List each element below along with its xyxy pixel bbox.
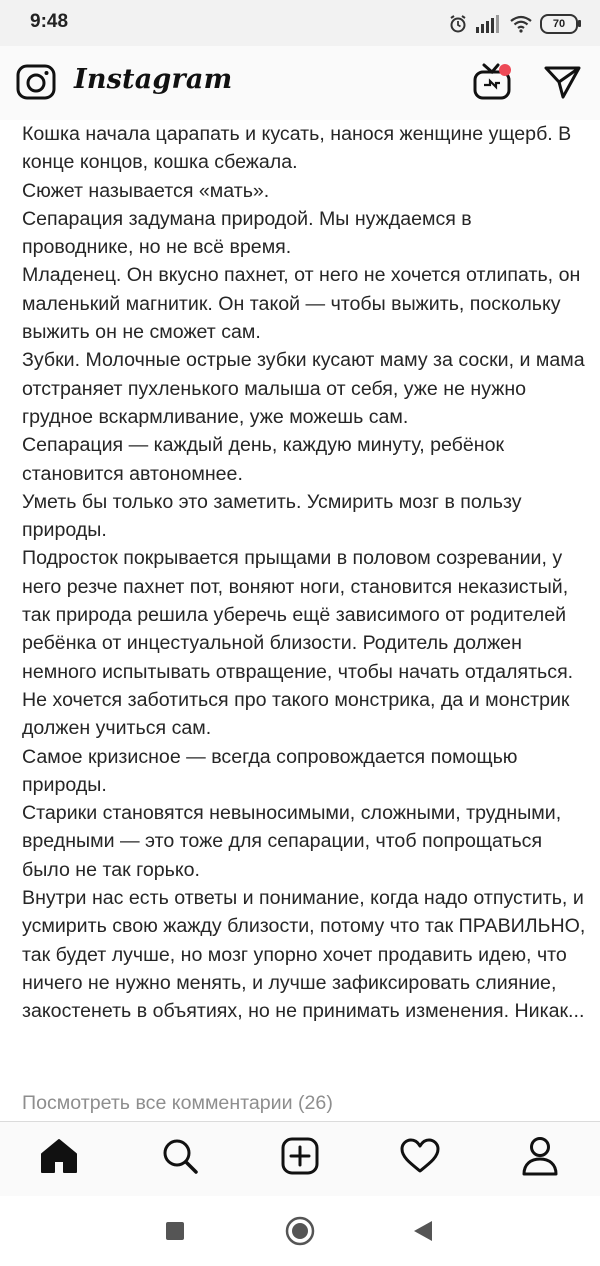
post-caption: [22, 120, 588, 1026]
activity-heart-icon: [400, 1138, 440, 1174]
app-header: [0, 46, 600, 120]
back-button[interactable]: [408, 1216, 438, 1246]
tab-bar: [0, 1121, 600, 1196]
recents-square-icon: [165, 1221, 185, 1241]
caption-paragraph: Кошка начала царапать и кусать, нанося женщине ущерб. В конце концов, кошка сбежала.: [22, 123, 572, 174]
tab-profile[interactable]: [518, 1134, 562, 1178]
battery-level: 70: [552, 18, 566, 30]
tab-activity[interactable]: [398, 1134, 442, 1178]
tab-search[interactable]: [158, 1134, 202, 1178]
android-nav-bar: [0, 1196, 600, 1266]
status-bar: [0, 0, 600, 46]
home-button[interactable]: [285, 1216, 315, 1246]
notification-dot: [499, 64, 511, 76]
home-icon: [40, 1138, 78, 1174]
status-time: 9:48: [30, 11, 69, 32]
tab-new-post[interactable]: [278, 1134, 322, 1178]
new-post-icon: [281, 1137, 319, 1175]
status-icons: [448, 12, 578, 36]
alarm-icon: [448, 14, 468, 34]
caption-paragraph: Старики становятся невыносимыми, сложными, трудными, вредными — это тоже для сепарации, чтоб попрощаться было не так горько.: [22, 802, 562, 881]
wifi-icon: [510, 15, 532, 33]
recents-button[interactable]: [160, 1216, 190, 1246]
back-triangle-icon: [412, 1219, 434, 1243]
profile-icon: [522, 1136, 558, 1176]
direct-message-icon[interactable]: [544, 64, 582, 100]
tab-home[interactable]: [37, 1134, 81, 1178]
caption-paragraph: Младенец. Он вкусно пахнет, от него не хочется отлипать, он маленький магнитик. Он такой — чтобы выжить, поскольку выжить он не сможет сам.: [22, 264, 581, 344]
home-circle-icon: [285, 1216, 315, 1246]
caption-paragraph: Уметь бы только это заметить. Усмирить мозг в пользу природы.: [22, 490, 522, 542]
instagram-logo: Instagram: [74, 64, 233, 95]
caption-paragraph: Сюжет называется «мать».: [22, 179, 270, 202]
view-all-comments-link[interactable]: Посмотреть все комментарии (26): [22, 1092, 333, 1114]
signal-icon: [476, 15, 502, 33]
camera-icon[interactable]: [16, 64, 56, 100]
caption-paragraph: Самое кризисное — всегда сопровождается помощью природы.: [22, 745, 518, 796]
caption-paragraph: Внутри нас есть ответы и понимание, когда надо отпустить, и усмирить свою жажду близости, потому что так ПРАВИЛЬНО, так будет лучше, но мозг упорно хочет продавить идею, что ничего не нужно менять, и лучше зафиксировать слияние, закостенеть в объятиях, но не принимать изменения. Никак...: [22, 887, 586, 1023]
battery-icon: [540, 14, 578, 34]
caption-paragraph: Сепарация задумана природой. Мы нуждаемся в проводнике, но не всё время.: [22, 207, 472, 259]
search-icon: [161, 1137, 199, 1175]
caption-paragraph: Сепарация — каждый день, каждую минуту, ребёнок становится автономнее.: [22, 434, 505, 485]
caption-paragraph: Подросток покрывается прыщами в половом созревании, у него резче пахнет пот, воняют ноги, становится неказистый, так природа решила уберечь ещё зависимого от родителей ребёнка от инцестуальной близости. Родитель должен немного испытывать отвращение, чтобы начать отдаляться. Не хочется заботиться про такого монстрика, да и монстрик должен учиться сам.: [22, 547, 574, 740]
caption-paragraph: Зубки. Молочные острые зубки кусают маму за соски, и мама отстраняет пухленького малыша от себя, уже не нужно грудное вскармливание, уже можешь сам.: [22, 349, 585, 428]
